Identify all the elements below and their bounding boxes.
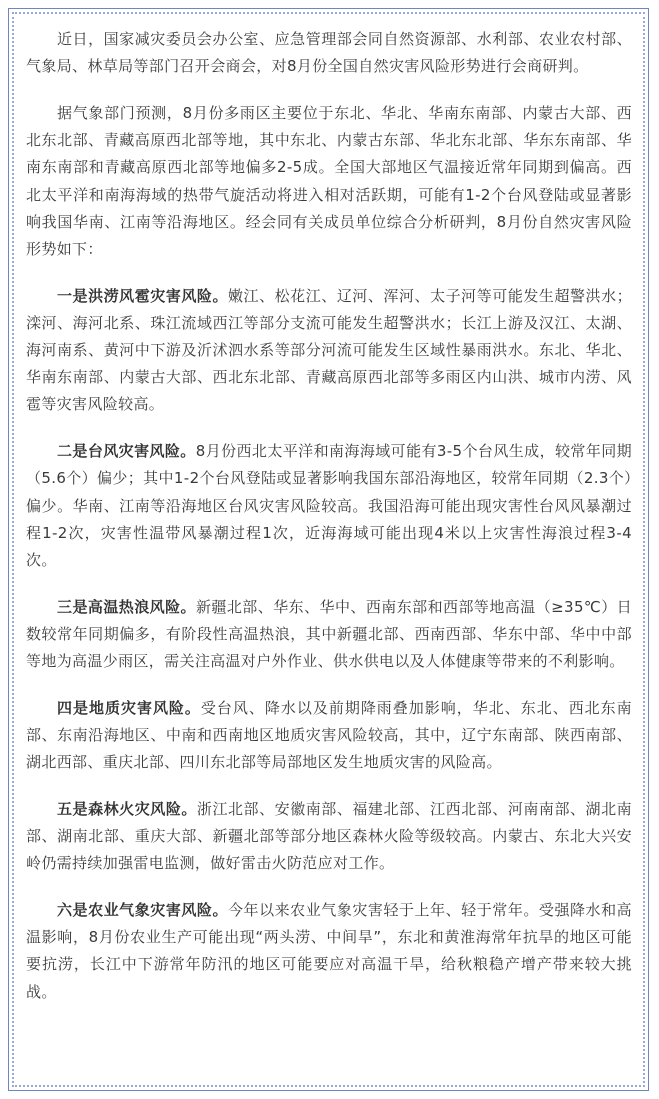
paragraph-intro-text: 近日，国家减灾委员会办公室、应急管理部会同自然资源部、水利部、农业农村部、气象局、林草局等部门召开会商会，对8月份全国自然灾害风险形势进行会商研判。 [26,30,632,76]
paragraph-intro [26,26,632,80]
paragraph-agriculture-risk [26,897,632,1006]
paragraph-forest-fire-risk [26,796,632,878]
paragraph-heatwave-risk-heading: 三是高温热浪风险。 [57,597,196,616]
paragraph-agriculture-risk-text: 今年以来农业气象灾害轻于上年、轻于常年。受强降水和高温影响，8月份农业生产可能出现“两头涝、中间旱”，东北和黄淮海常年抗旱的地区可能要抗涝，长江中下游常年防汛的地区可能要应对高温干旱，给秋粮稳产增产带来较大挑战。 [26,900,632,1001]
paragraph-flood-risk-heading: 一是洪涝风雹灾害风险。 [57,286,228,305]
paragraph-typhoon-risk-text: 8月份西北太平洋和南海海域可能有3-5个台风生成，较常年同期（5.6个）偏少；其中1-2个台风登陆或显著影响我国东部沿海地区，较常年同期（2.3个）偏少。华南、江南等沿海地区台风灾害风险较高。我国沿海可能出现灾害性台风风暴潮过程1-2次，灾害性温带风暴潮过程1次，近海海域可能出现4米以上灾害性海浪过程3-4次。 [26,442,633,569]
paragraph-geological-risk-text: 受台风、降水以及前期降雨叠加影响，华北、东北、西北东南部、东南沿海地区、中南和西南地区地质灾害风险较高，其中，辽宁东南部、陕西南部、湖北西部、重庆北部、四川东北部等局部地区发生地质灾害的风险高。 [26,698,633,772]
paragraph-forecast [26,100,632,263]
article-body [26,26,632,1025]
paragraph-geological-risk-heading: 四是地质灾害风险。 [57,698,201,717]
dotted-border-bottom [12,1085,645,1087]
paragraph-typhoon-risk [26,438,632,574]
paragraph-typhoon-risk-heading: 二是台风灾害风险。 [57,442,196,461]
dotted-border-left [12,12,14,1087]
paragraph-geological-risk [26,695,632,777]
dotted-border-top [12,12,645,14]
paragraph-flood-risk [26,283,632,419]
paragraph-forest-fire-risk-text: 浙江北部、安徽南部、福建北部、江西北部、河南南部、湖北南部、湖南北部、重庆大部、新疆北部等部分地区森林火险等级较高。内蒙古、东北大兴安岭仍需持续加强雷电监测，做好雷击火防范应对工作。 [26,799,632,873]
paragraph-flood-risk-text: 嫩江、松花江、辽河、浑河、太子河等可能发生超警洪水；滦河、海河北系、珠江流域西江等部分支流可能发生超警洪水；长江上游及汉江、太湖、海河南系、黄河中下游及沂沭泗水系等部分河流可能发生区域性暴雨洪水。东北、华北、华南东南部、内蒙古大部、西北东北部、青藏高原西北部等多雨区内山洪、城市内涝、风雹等灾害风险较高。 [26,286,632,414]
paragraph-forecast-text: 据气象部门预测，8月份多雨区主要位于东北、华北、华南东南部、内蒙古大部、西北东北部、青藏高原西北部等地，其中东北、内蒙古东部、华北东北部、华东东南部、华南东南部和青藏高原西北部等地偏多2-5成。全国大部地区气温接近常年同期到偏高。西北太平洋和南海海域的热带气旋活动将进入相对活跃期，可能有1-2个台风登陆或显著影响我国华南、江南等沿海地区。经会同有关成员单位综合分析研判，8月份自然灾害风险形势如下： [26,103,632,258]
paragraph-agriculture-risk-heading: 六是农业气象灾害风险。 [57,900,228,919]
paragraph-forest-fire-risk-heading: 五是森林火灾风险。 [57,799,197,818]
paragraph-heatwave-risk-text: 新疆北部、华东、华中、西南东部和西部等地高温（≥35℃）日数较常年同期偏多，有阶段性高温热浪，其中新疆北部、西南西部、华东中部、华中中部等地为高温少雨区，需关注高温对户外作业、供水供电以及人体健康等带来的不利影响。 [26,597,633,671]
paragraph-heatwave-risk [26,594,632,676]
dotted-border-right [643,12,645,1087]
